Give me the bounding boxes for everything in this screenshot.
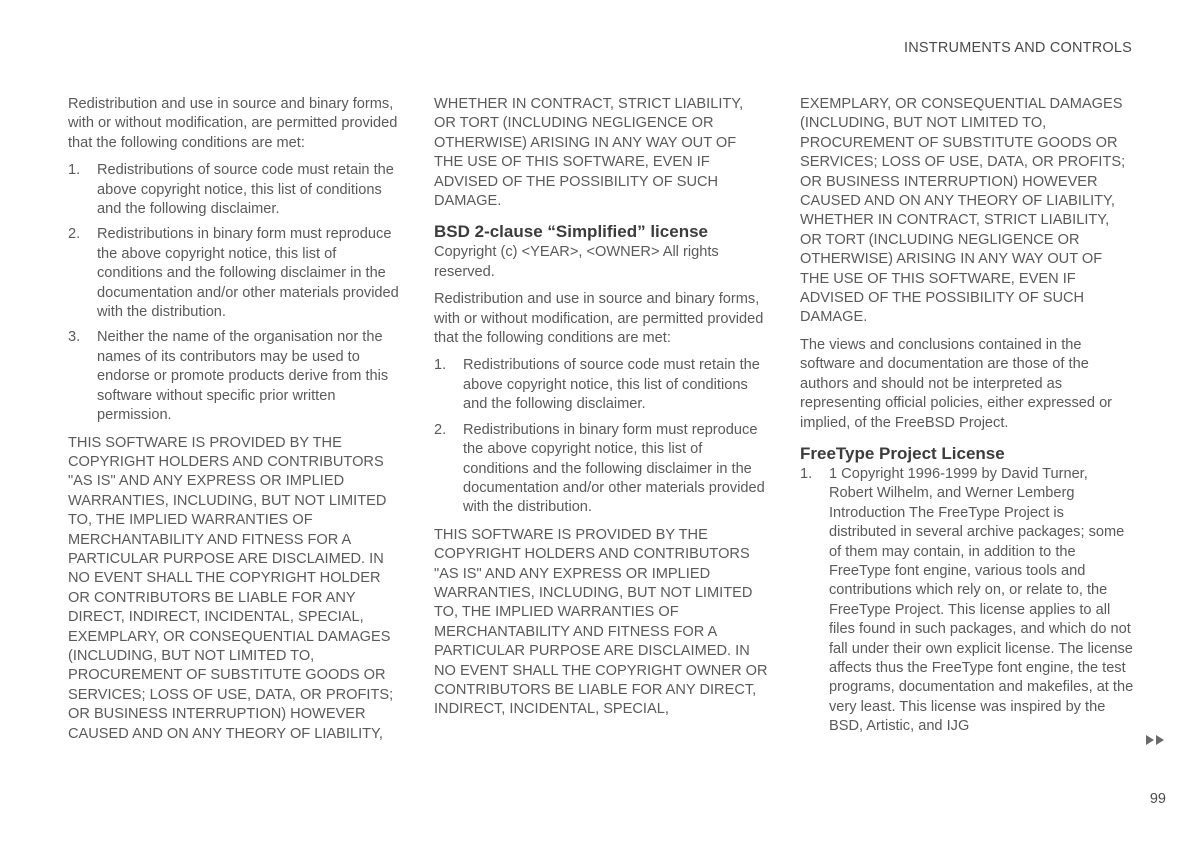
bsd3-conditions-list <box>68 161 403 425</box>
list-text: Neither the name of the organisation nor the names of its contributors may be used to endorse or promote products derive from this software without specific prior written permission. <box>97 329 389 424</box>
list-text: Redistributions in binary form must reproduce the above copyright notice, this list of conditions and the following disclaimer in the documentation and/or other materials provided with the distribution. <box>463 421 765 516</box>
list-item <box>68 161 403 219</box>
list-text: Redistributions of source code must retain the above copyright notice, this list of conditions and the following disclaimer. <box>97 162 394 218</box>
list-number: 1. <box>800 465 813 482</box>
list-item <box>800 465 1135 737</box>
list-text: Redistributions in binary form must reproduce the above copyright notice, this list of conditions and the following disclaimer in the documentation and/or other materials provided with the distribution. <box>97 226 399 321</box>
bsd2-views-statement: The views and conclusions contained in the software and documentation are those of the authors and should not be interpreted as representing official policies, either expressed or implied, of the FreeBSD Project. <box>800 336 1113 431</box>
list-number: 3. <box>68 329 81 346</box>
bsd3-intro: Redistribution and use in source and binary forms, with or without modification, are permitted provided that the following conditions are met: <box>68 96 398 151</box>
bsd3-disclaimer: THIS SOFTWARE IS PROVIDED BY THE COPYRIGHT HOLDERS AND CONTRIBUTORS "AS IS" AND ANY EXPRESS OR IMPLIED WARRANTIES, INCLUDING, BUT NOT LIMITED TO, THE IMPLIED WARRANTIES OF MERCHANTABILITY AND FITNESS FOR A PARTICULAR PURPOSE ARE DISCLAIMED. IN NO EVENT SHALL THE COPYRIGHT HOLDER OR CONTRIBUTORS BE LIABLE FOR ANY DIRECT, INDIRECT, INCIDENTAL, SPECIAL, EXEMPLARY, OR CONSEQUENTIAL DAMAGES (INCLUDING, BUT NOT LIMITED TO, PROCUREMENT OF SUBSTITUTE GOODS OR SERVICES; LOSS OF USE, DATA, OR PROFITS; OR BUSINESS INTERRUPTION) HOWEVER CAUSED AND ON ANY THEORY OF LIABILITY, <box>68 434 394 742</box>
list-item <box>68 225 403 322</box>
bsd2-intro: Redistribution and use in source and binary forms, with or without modification, are permitted provided that the following conditions are met: <box>434 291 764 347</box>
bsd2-disclaimer: THIS SOFTWARE IS PROVIDED BY THE COPYRIGHT HOLDERS AND CONTRIBUTORS "AS IS" AND ANY EXPRESS OR IMPLIED WARRANTIES, INCLUDING, BUT NOT LIMITED TO, THE IMPLIED WARRANTIES OF MERCHANTABILITY AND FITNESS FOR A PARTICULAR PURPOSE ARE DISCLAIMED. IN NO EVENT SHALL THE COPYRIGHT OWNER OR CONTRIBUTORS BE LIABLE FOR ANY DIRECT, INDIRECT, INCIDENTAL, SPECIAL, <box>434 526 768 718</box>
bsd3-disclaimer-continued: WHETHER IN CONTRACT, STRICT LIABILITY, OR TORT (INCLUDING NEGLIGENCE OR OTHERWISE) ARISING IN ANY WAY OUT OF THE USE OF THIS SOFTWARE, EVEN IF ADVISED OF THE POSSIBILITY OF SUCH DAMAGE. <box>434 96 744 210</box>
freetype-list <box>800 465 1135 737</box>
list-number: 1. <box>434 357 447 374</box>
list-number: 2. <box>434 421 447 438</box>
column-1 <box>68 95 403 750</box>
column-2 <box>434 95 769 726</box>
bsd2-disclaimer-continued: EXEMPLARY, OR CONSEQUENTIAL DAMAGES (INCLUDING, BUT NOT LIMITED TO, PROCUREMENT OF SUBSTITUTE GOODS OR SERVICES; LOSS OF USE, DATA, OR PROFITS; OR BUSINESS INTERRUPTION) HOWEVER CAUSED AND ON ANY THEORY OF LIABILITY, WHETHER IN CONTRACT, STRICT LIABILITY, OR TORT (INCLUDING NEGLIGENCE OR OTHERWISE) ARISING IN ANY WAY OUT OF THE USE OF THIS SOFTWARE, EVEN IF ADVISED OF THE POSSIBILITY OF SUCH DAMAGE. <box>800 96 1126 326</box>
list-number: 2. <box>68 226 81 243</box>
bsd2-copyright: Copyright (c) <YEAR>, <OWNER> All rights reserved. <box>434 244 719 280</box>
list-item <box>434 356 769 414</box>
list-item <box>68 328 403 425</box>
freetype-heading: FreeType Project License <box>800 443 1005 463</box>
bsd2-conditions-list <box>434 356 769 517</box>
list-number: 1. <box>68 162 81 179</box>
list-text: Redistributions of source code must retain the above copyright notice, this list of conditions and the following disclaimer. <box>463 357 760 413</box>
column-3 <box>800 95 1135 745</box>
page-number: 99 <box>1149 791 1166 807</box>
list-item <box>434 421 769 518</box>
list-text: 1 Copyright 1996-1999 by David Turner, Robert Wilhelm, and Werner Lemberg Introduction The FreeType Project is distributed in several archive packages; some of them may contain, in addition to the FreeType font engine, various tools and contributions which rely on, or relate to, the FreeType Project. This license applies to all files found in such packages, and which do not fall under their own explicit license. The license affects thus the FreeType font engine, the test programs, documentation and makefiles, at the very least. This license was inspired by the BSD, Artistic, and IJG <box>829 465 1134 735</box>
double-triangle-right-icon <box>1146 734 1168 746</box>
bsd2-heading: BSD 2-clause “Simplified” license <box>434 222 708 242</box>
section-header: INSTRUMENTS AND CONTROLS <box>904 40 1132 56</box>
